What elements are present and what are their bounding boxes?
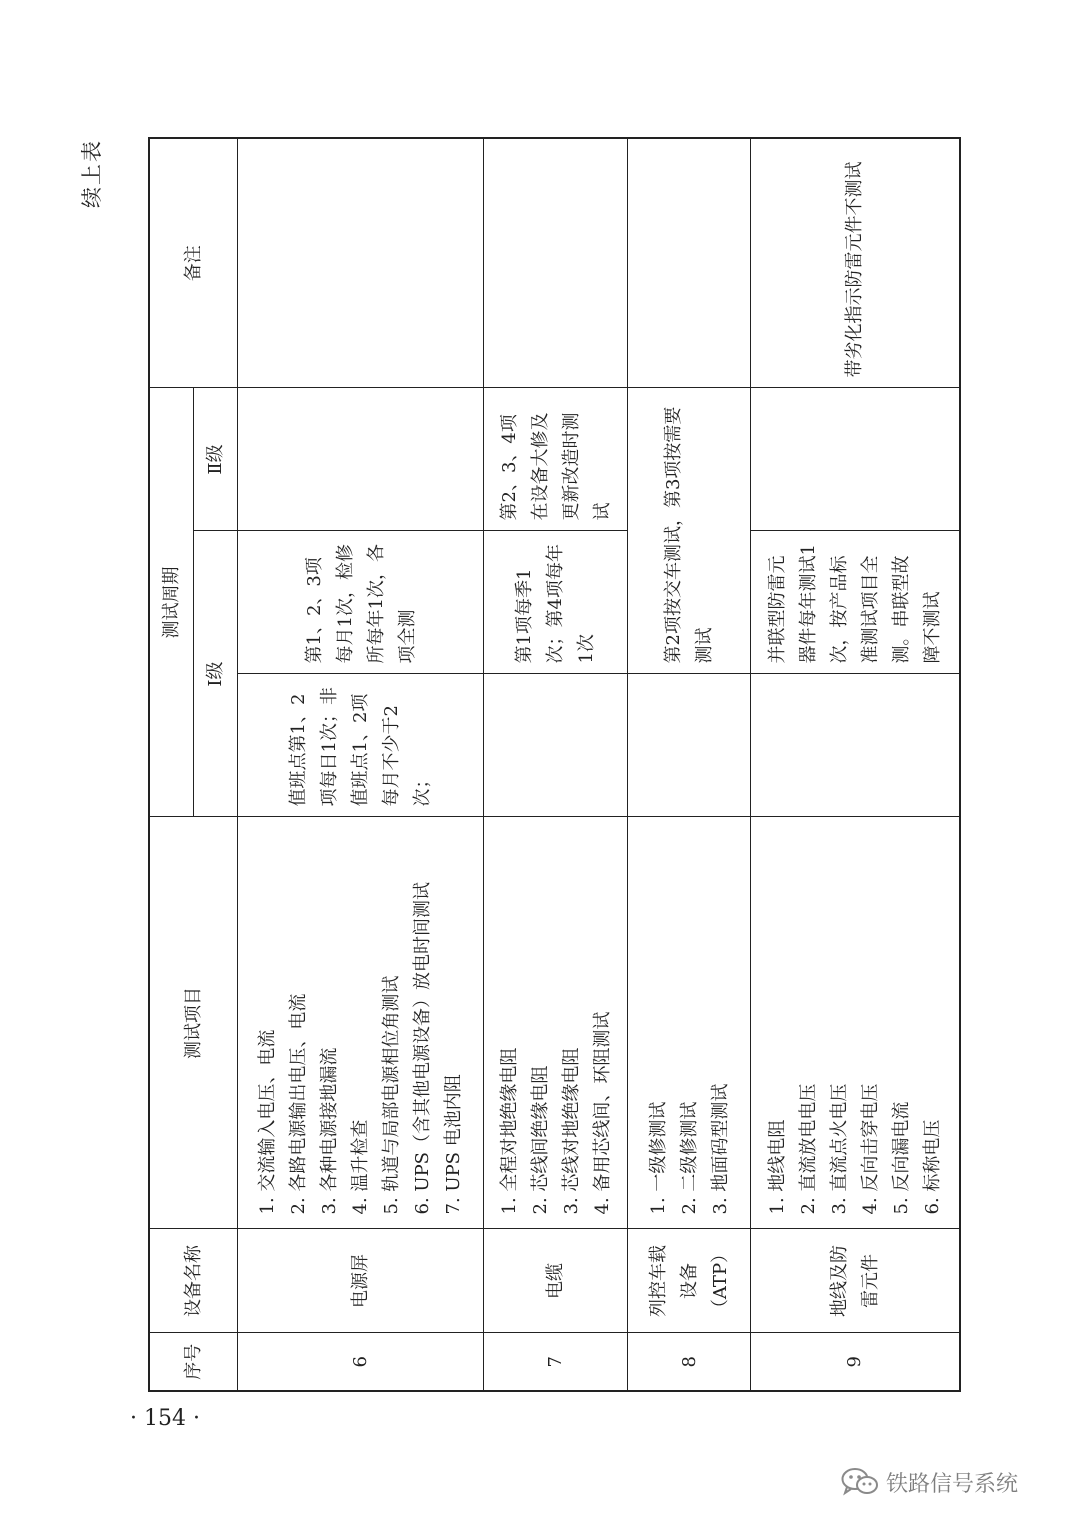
row-device: 电缆 xyxy=(484,1229,628,1333)
header-cycle: 测试周期 xyxy=(149,388,194,817)
item-line: 7. UPS 电池内阻 xyxy=(443,1074,464,1215)
table-row xyxy=(751,138,960,1391)
item-line: 5. 反向漏电流 xyxy=(890,1101,912,1215)
row-items xyxy=(751,817,960,1229)
row-cycle-merged: 第2项按交车测试，第3项按需要测试 xyxy=(628,388,751,674)
header-items: 测试项目 xyxy=(149,817,238,1229)
row-level2 xyxy=(238,388,484,531)
item-line: 5. 轨道与局部电源相位角测试 xyxy=(381,975,402,1215)
row-items xyxy=(628,817,751,1229)
header-level1: Ⅰ级 xyxy=(194,531,238,817)
row-remark: 带劣化指示防雷元件不测试 xyxy=(751,138,960,388)
item-line: 3. 地面码型测试 xyxy=(709,1083,731,1215)
row-level1-b: 第1、2、3项每月1次，检修所每年1次，各项全测 xyxy=(238,531,484,674)
table-row xyxy=(238,138,484,1391)
header-device: 设备名称 xyxy=(149,1229,238,1333)
wechat-icon xyxy=(840,1466,880,1498)
page-number: · 154 · xyxy=(130,1406,200,1431)
table-row xyxy=(484,138,628,1391)
row-remark xyxy=(238,138,484,388)
test-cycle-table xyxy=(148,137,961,1392)
item-line: 6. 标称电压 xyxy=(921,1119,943,1215)
header-row xyxy=(149,138,194,1391)
item-line: 4. 温升检查 xyxy=(350,1119,371,1215)
item-line: 4. 备用芯线间、环阻测试 xyxy=(591,1011,613,1215)
row-seq: 6 xyxy=(238,1333,484,1391)
row-level1-a xyxy=(628,674,751,817)
watermark-text: 铁路信号系统 xyxy=(886,1471,1019,1497)
row-level1-b: 并联型防雷元器件每年测试1次，按产品标准测试项目全测。串联型故障不测试 xyxy=(751,531,960,674)
row-level1-a xyxy=(484,674,628,817)
row-seq: 7 xyxy=(484,1333,628,1391)
row-level2: 第2、3、4项在设备大修及更新改造时测试 xyxy=(484,388,628,531)
item-line: 2. 芯线间绝缘电阻 xyxy=(529,1065,551,1215)
row-items xyxy=(238,817,484,1229)
item-line: 1. 一级修测试 xyxy=(647,1101,669,1215)
item-line: 2. 二级修测试 xyxy=(678,1101,700,1215)
item-line: 3. 直流点火电压 xyxy=(828,1083,850,1215)
item-line: 6. UPS（含其他电源设备）放电时间测试 xyxy=(412,881,433,1215)
row-level2 xyxy=(751,388,960,531)
row-seq: 9 xyxy=(751,1333,960,1391)
item-line: 1. 交流输入电压、电流 xyxy=(257,1029,278,1215)
watermark xyxy=(840,1466,1018,1498)
item-line: 3. 各种电源接地漏流 xyxy=(319,1047,340,1215)
item-line: 2. 各路电源输出电压、电流 xyxy=(288,993,309,1215)
row-device: 列控车载设备（ATP） xyxy=(628,1229,751,1333)
item-line: 1. 全程对地绝缘电阻 xyxy=(498,1047,520,1215)
row-device: 地线及防雷元件 xyxy=(751,1229,960,1333)
item-line: 2. 直流放电电压 xyxy=(797,1083,819,1215)
row-seq: 8 xyxy=(628,1333,751,1391)
header-seq: 序号 xyxy=(149,1333,238,1391)
item-line: 1. 地线电阻 xyxy=(766,1119,788,1215)
row-level1-a: 值班点第1、2项每日1次；非值班点1、2项每月不少于2次； xyxy=(238,674,484,817)
item-line: 4. 反向击穿电压 xyxy=(859,1083,881,1215)
header-remark: 备注 xyxy=(149,138,238,388)
row-level1-a xyxy=(751,674,960,817)
item-line: 3. 芯线对地绝缘电阻 xyxy=(560,1047,582,1215)
header-level2: Ⅱ级 xyxy=(194,388,238,531)
table-row xyxy=(628,138,751,1391)
continued-label: 续上表 xyxy=(80,139,104,208)
row-level1-b: 第1项每季1次；第4项每年1次 xyxy=(484,531,628,674)
row-remark xyxy=(484,138,628,388)
row-device: 电源屏 xyxy=(238,1229,484,1333)
rotated-table-page xyxy=(80,139,950,1392)
row-items xyxy=(484,817,628,1229)
row-remark xyxy=(628,138,751,388)
